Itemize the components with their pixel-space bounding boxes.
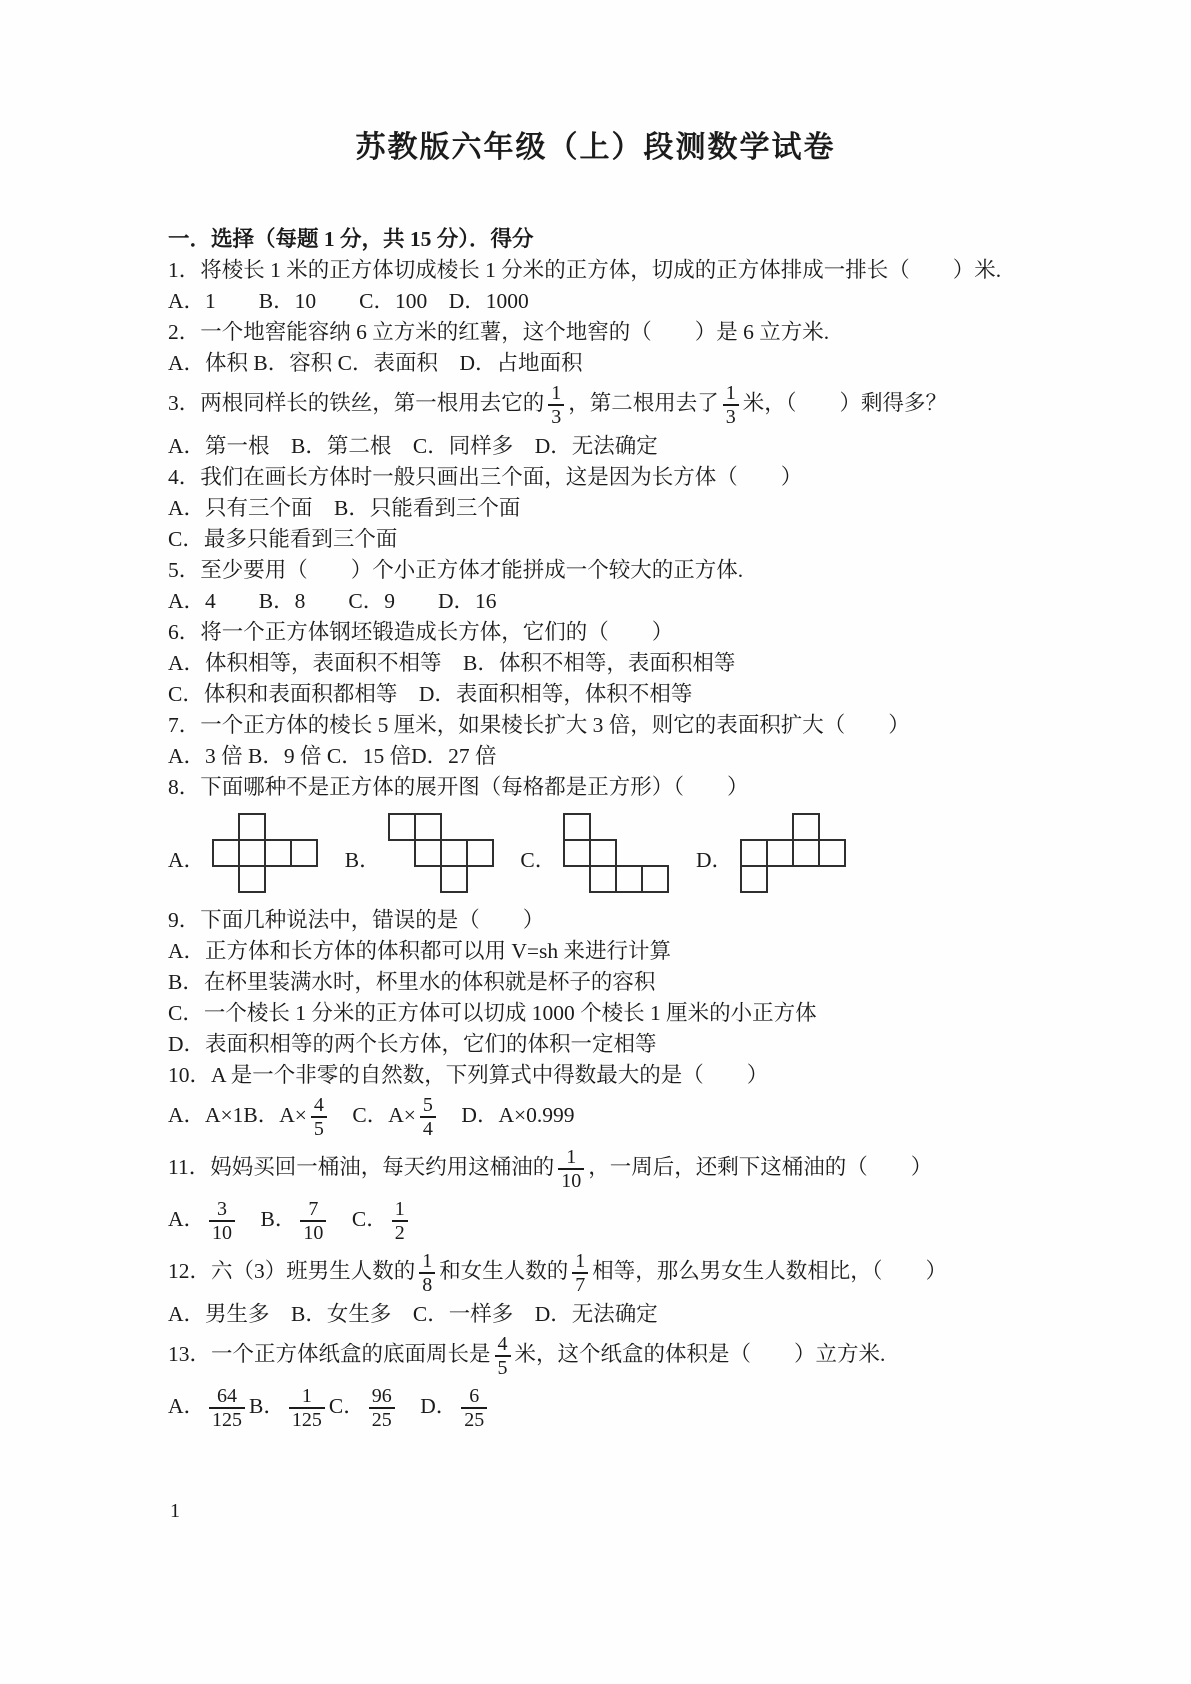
net-cell (589, 865, 617, 893)
question-line (168, 905, 1023, 936)
text-segment: A．4 B．8 C．9 D．16 (168, 589, 497, 613)
net-cell (563, 839, 591, 867)
cube-net (563, 813, 669, 893)
fraction (209, 1385, 245, 1431)
cube-net (388, 813, 494, 893)
net-cell (740, 839, 768, 867)
text-segment: 相等，那么男女生人数相比，（ ） (592, 1258, 948, 1283)
question-line (168, 936, 1023, 967)
question-line (168, 772, 1023, 803)
fraction-numerator: 4 (495, 1333, 511, 1357)
net-cell (641, 865, 669, 893)
question-line (168, 286, 1023, 317)
fraction-denominator: 25 (371, 1409, 392, 1431)
net-option-label: D． (695, 848, 733, 872)
question-line (168, 493, 1023, 524)
fraction-numerator: 7 (300, 1198, 326, 1222)
cube-net (740, 813, 846, 893)
net-cell (290, 839, 318, 867)
text-segment: 12．六（3）班男生人数的 (168, 1258, 416, 1283)
net-cell (238, 813, 266, 841)
question-line (168, 555, 1023, 586)
question-line (168, 741, 1023, 772)
fraction (369, 1385, 395, 1431)
questions-container (168, 255, 1023, 1434)
fraction-numerator: 1 (419, 1250, 435, 1274)
net-cell (818, 839, 846, 867)
net-group (696, 813, 846, 893)
question-line (168, 1029, 1023, 1060)
question-line (168, 998, 1023, 1029)
text-segment: 和女生人数的 (439, 1258, 569, 1283)
net-cell (563, 813, 591, 841)
text-segment: 5．至少要用（ ）个小正方体才能拼成一个较大的正方体. (168, 558, 744, 582)
fraction-denominator: 5 (497, 1357, 508, 1379)
text-segment: ，第二根用去了 (568, 390, 719, 415)
text-segment: A．3 倍 B．9 倍 C．15 倍D．27 倍 (168, 744, 497, 768)
text-segment: 6．将一个正方体钢坯锻造成长方体，它们的（ ） (168, 620, 674, 644)
text-segment: 4．我们在画长方体时一般只画出三个面，这是因为长方体（ ） (168, 465, 803, 489)
net-cell (388, 813, 416, 841)
question-line (168, 524, 1023, 555)
question-line (168, 710, 1023, 741)
net-cell (440, 865, 468, 893)
text-segment: A． (168, 1393, 206, 1418)
text-segment: 7．一个正方体的棱长 5 厘米，如果棱长扩大 3 倍，则它的表面积扩大（ ） (168, 713, 910, 737)
text-segment: 10．A 是一个非零的自然数，下列算式中得数最大的是（ ） (168, 1063, 769, 1087)
net-group (520, 813, 669, 893)
question-line (168, 967, 1023, 998)
fraction (392, 1198, 408, 1244)
net-cell (766, 839, 794, 867)
fraction-numerator: 96 (369, 1385, 395, 1409)
text-segment: 13．一个正方体纸盒的底面周长是 (168, 1341, 491, 1366)
page-content (168, 128, 1023, 1434)
cube-nets-figure (168, 813, 846, 893)
net-cell (414, 813, 442, 841)
net-cell (414, 839, 442, 867)
question-line (168, 1143, 1023, 1195)
net-cell (615, 865, 643, 893)
fraction-numerator: 6 (461, 1385, 487, 1409)
question-line (168, 255, 1023, 286)
net-option-label: A． (168, 848, 206, 872)
text-segment: A．第一根 B．第二根 C．同样多 D．无法确定 (168, 434, 658, 458)
text-segment: 9．下面几种说法中，错误的是（ ） (168, 908, 545, 932)
text-segment: C．一个棱长 1 分米的正方体可以切成 1000 个棱长 1 厘米的小正方体 (168, 1001, 817, 1025)
net-cell (212, 839, 240, 867)
text-segment: A．体积相等，表面积不相等 B．体积不相等，表面积相等 (168, 651, 736, 675)
net-cell (466, 839, 494, 867)
text-segment: A．1 B．10 C．100 D．1000 (168, 289, 529, 313)
fraction-denominator: 2 (394, 1222, 405, 1244)
question-line (168, 1382, 1023, 1434)
fraction-numerator: 1 (548, 382, 564, 406)
fraction-numerator: 1 (392, 1198, 408, 1222)
fraction-numerator: 1 (289, 1385, 325, 1409)
text-segment: 2．一个地窖能容纳 6 立方米的红薯，这个地窖的（ ）是 6 立方米. (168, 320, 830, 344)
question-line (168, 317, 1023, 348)
fraction (209, 1198, 235, 1244)
fraction (311, 1094, 327, 1140)
fraction-numerator: 1 (723, 382, 739, 406)
text-segment: B．在杯里装满水时，杯里水的体积就是杯子的容积 (168, 970, 656, 994)
text-segment: D．表面积相等的两个长方体，它们的体积一定相等 (168, 1032, 657, 1056)
fraction (300, 1198, 326, 1244)
text-segment: A．A×1B．A× (168, 1102, 307, 1127)
section-header: 一．选择（每题 1 分，共 15 分）．得分 (168, 227, 534, 251)
fraction-denominator: 3 (551, 406, 562, 428)
text-segment: C．最多只能看到三个面 (168, 527, 398, 551)
question-line (168, 1247, 1023, 1299)
fraction-denominator: 3 (725, 406, 736, 428)
fraction (548, 382, 564, 428)
fraction-denominator: 25 (464, 1409, 485, 1431)
text-segment: A． (168, 1206, 206, 1231)
net-option-label: C． (520, 848, 557, 872)
fraction-denominator: 5 (313, 1118, 324, 1140)
question-line (168, 1330, 1023, 1382)
net-cell (238, 839, 266, 867)
text-segment: C． (330, 1206, 388, 1231)
fraction (558, 1146, 584, 1192)
fraction (723, 382, 739, 428)
fraction-numerator: 4 (311, 1094, 327, 1118)
fraction-numerator: 1 (558, 1146, 584, 1170)
fraction-denominator: 7 (575, 1274, 586, 1296)
net-cell (238, 865, 266, 893)
question-line (168, 679, 1023, 710)
text-segment: B． (249, 1393, 285, 1418)
fraction-numerator: 5 (420, 1094, 436, 1118)
fraction-denominator: 4 (422, 1118, 433, 1140)
text-segment: A．只有三个面 B．只能看到三个面 (168, 496, 521, 520)
fraction-denominator: 125 (291, 1409, 322, 1431)
question-line (168, 648, 1023, 679)
fraction (420, 1094, 436, 1140)
fraction-denominator: 8 (422, 1274, 433, 1296)
fraction-denominator: 125 (212, 1409, 243, 1431)
net-cell (792, 813, 820, 841)
page-title: 苏教版六年级（上）段测数学试卷 (355, 131, 836, 164)
fraction-numerator: 3 (209, 1198, 235, 1222)
net-cell (792, 839, 820, 867)
text-segment: C．A× (330, 1102, 416, 1127)
fraction-denominator: 10 (561, 1170, 582, 1192)
fraction (289, 1385, 325, 1431)
text-segment: 3．两根同样长的铁丝，第一根用去它的 (168, 390, 545, 415)
text-segment: B． (239, 1206, 297, 1231)
text-segment: ，一周后，还剩下这桶油的（ ） (588, 1154, 933, 1179)
text-segment: D． (398, 1393, 458, 1418)
question-line (168, 1060, 1023, 1091)
net-group (345, 813, 494, 893)
fraction (419, 1250, 435, 1296)
text-segment: 米，（ ）剩得多？ (742, 390, 948, 415)
text-segment: 1．将棱长 1 米的正方体切成棱长 1 分米的正方体，切成的正方体排成一排长（ ）米. (168, 258, 1002, 282)
text-segment: A．男生多 B．女生多 C．一样多 D．无法确定 (168, 1302, 658, 1326)
fraction (495, 1333, 511, 1379)
text-segment: C． (328, 1393, 365, 1418)
question-line (168, 1299, 1023, 1330)
question-line (168, 462, 1023, 493)
fraction-denominator: 10 (303, 1222, 324, 1244)
question-line (168, 617, 1023, 648)
net-cell (740, 865, 768, 893)
question-line (168, 431, 1023, 462)
net-cell (589, 839, 617, 867)
text-segment: A．正方体和长方体的体积都可以用 V=sh 来进行计算 (168, 939, 672, 963)
fraction (461, 1385, 487, 1431)
text-segment: C．体积和表面积都相等 D．表面积相等，体积不相等 (168, 682, 693, 706)
question-line (168, 348, 1023, 379)
question-line (168, 586, 1023, 617)
text-segment: 8．下面哪种不是正方体的展开图（每格都是正方形）（ ） (168, 775, 749, 799)
question-line (168, 1091, 1023, 1143)
net-group (168, 813, 318, 893)
fraction-denominator: 10 (212, 1222, 233, 1244)
page-number: 1 (170, 1500, 180, 1522)
fraction-numerator: 1 (572, 1250, 588, 1274)
text-segment: A．体积 B．容积 C．表面积 D．占地面积 (168, 351, 583, 375)
question-line (168, 1195, 1023, 1247)
cube-net (212, 813, 318, 893)
text-segment: 米，这个纸盒的体积是（ ）立方米. (514, 1341, 886, 1366)
text-segment: D．A×0.999 (439, 1102, 575, 1127)
fraction (572, 1250, 588, 1296)
text-segment: 11．妈妈买回一桶油，每天约用这桶油的 (168, 1154, 555, 1179)
net-cell (264, 839, 292, 867)
fraction-numerator: 64 (209, 1385, 245, 1409)
net-option-label: B． (344, 848, 381, 872)
question-line (168, 379, 1023, 431)
net-cell (440, 839, 468, 867)
